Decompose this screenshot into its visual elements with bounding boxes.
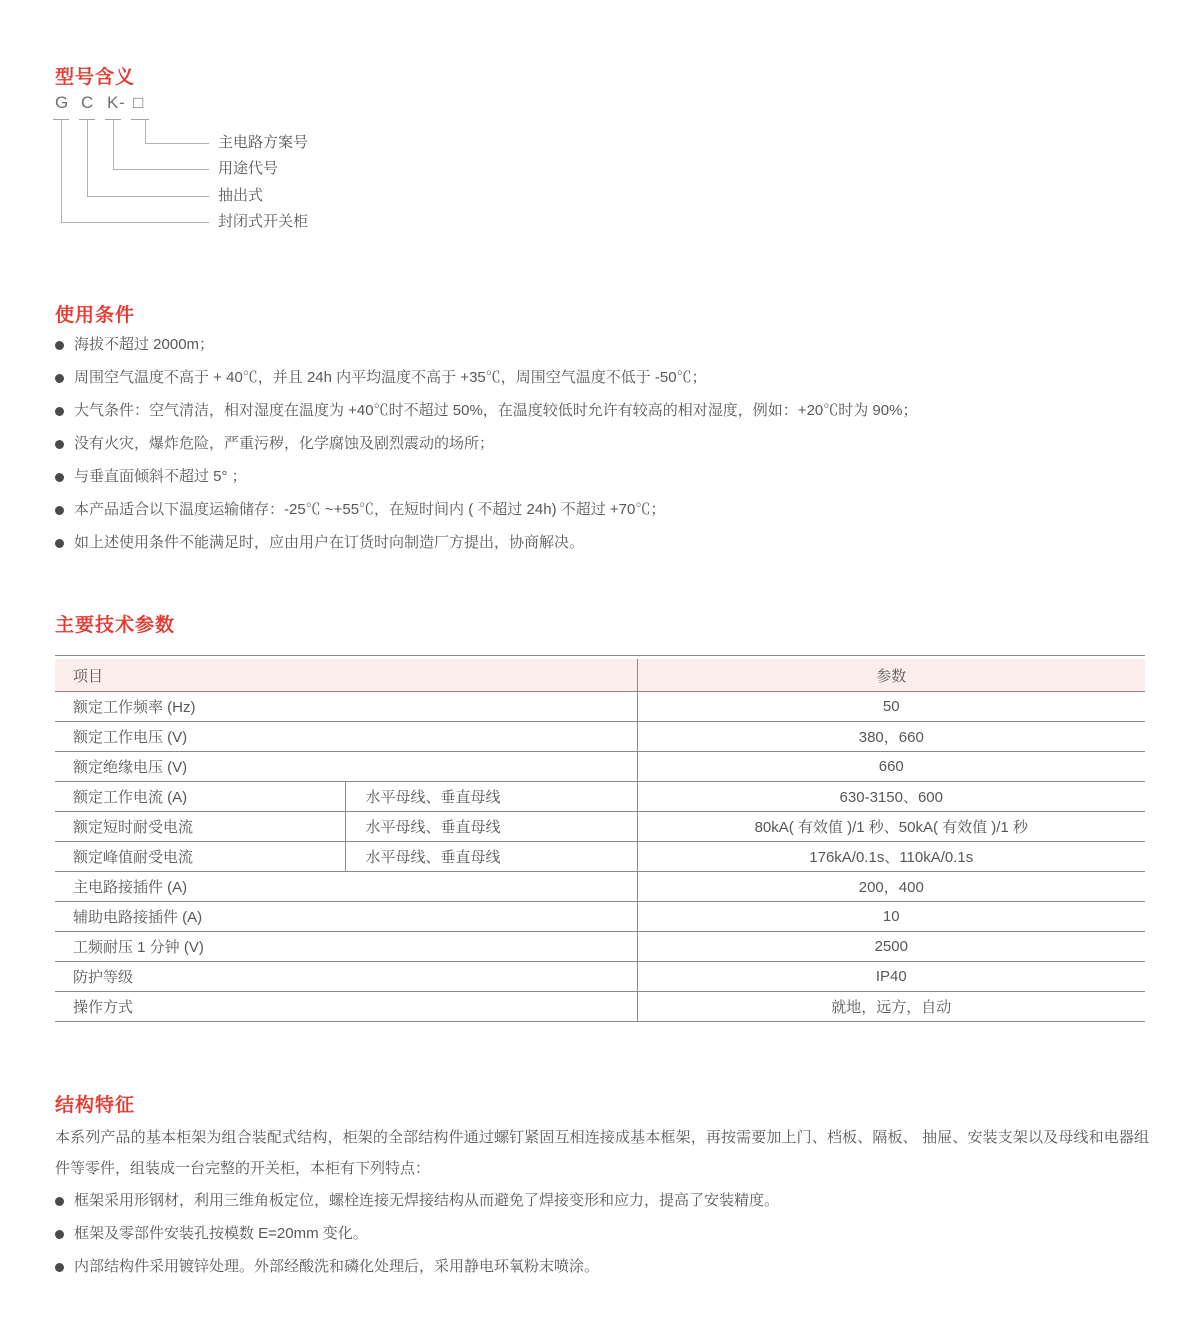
- item-cell: 主电路接插件 (A): [55, 872, 637, 902]
- table-row: [55, 902, 1145, 932]
- sub-cell: 水平母线、垂直母线: [345, 812, 637, 842]
- sub-cell: 水平母线、垂直母线: [345, 782, 637, 812]
- column-header-item: 项目: [55, 659, 637, 692]
- value-cell: 就地，远方，自动: [637, 992, 1145, 1022]
- bullet-icon: [55, 374, 64, 383]
- usage-conditions-list: [55, 335, 1147, 566]
- list-item: [55, 401, 1147, 421]
- section-title-usage-conditions: 使用条件: [55, 304, 136, 326]
- value-cell: 380，660: [637, 722, 1145, 752]
- diagram-label-withdrawable: 抽出式: [218, 187, 264, 204]
- code-char-g: G: [55, 93, 69, 112]
- list-item: [55, 434, 1147, 454]
- item-cell: 额定工作频率 (Hz): [55, 692, 637, 722]
- list-item: [55, 467, 1147, 487]
- bullet-icon: [55, 473, 64, 482]
- table-row: [55, 752, 1145, 782]
- value-cell: 10: [637, 902, 1145, 932]
- list-item: [55, 335, 1147, 355]
- model-code-diagram: [55, 92, 875, 242]
- table-row: [55, 812, 1145, 842]
- condition-text: 本产品适合以下温度运输储存：-25℃ ~+55℃，在短时间内 ( 不超过 24h) 不超过 +70℃；: [74, 501, 666, 518]
- item-cell: 额定工作电压 (V): [55, 722, 637, 752]
- list-item: [55, 500, 1147, 520]
- parameters-table: [55, 659, 1145, 1022]
- structure-features-list: [55, 1191, 1147, 1290]
- bullet-icon: [55, 539, 64, 548]
- item-cell: 额定工作电流 (A): [55, 782, 345, 812]
- diagram-label-enclosed-switchgear: 封闭式开关柜: [218, 213, 309, 230]
- code-char-dash: -: [119, 93, 125, 112]
- condition-text: 周围空气温度不高于 + 40℃，并且 24h 内平均温度不高于 +35℃，周围空气温度不低于 -50℃；: [74, 369, 707, 386]
- item-cell: 防护等级: [55, 962, 637, 992]
- section-title-model-meaning: 型号含义: [55, 66, 136, 88]
- value-cell: 630-3150、600: [637, 782, 1145, 812]
- bullet-icon: [55, 341, 64, 350]
- diagram-label-main-circuit-scheme: 主电路方案号: [218, 134, 309, 151]
- condition-text: 没有火灾，爆炸危险，严重污秽，化学腐蚀及剧烈震动的场所；: [74, 435, 495, 452]
- condition-text: 大气条件：空气清洁，相对湿度在温度为 +40℃时不超过 50%，在温度较低时允许有较高的相对湿度，例如：+20℃时为 90%；: [74, 402, 918, 419]
- value-cell: 50: [637, 692, 1145, 722]
- list-item: [55, 533, 1147, 553]
- section-title-main-parameters: 主要技术参数: [55, 614, 176, 636]
- list-item: [55, 1224, 1147, 1244]
- parameters-table-wrap: [55, 655, 1145, 1022]
- diagram-label-use-code: 用途代号: [218, 160, 279, 177]
- value-cell: 200，400: [637, 872, 1145, 902]
- table-top-rule: [55, 655, 1145, 656]
- value-cell: 660: [637, 752, 1145, 782]
- item-cell: 额定绝缘电压 (V): [55, 752, 637, 782]
- structure-intro-paragraph: 本系列产品的基本柜架为组合装配式结构，柜架的全部结构件通过螺钉紧固互相连接成基本框架，再按需要加上门、档板、隔板、 抽屉、安装支架以及母线和电器组件等零件，组装成一台完整的开关柜，本柜有下列特点：: [55, 1129, 1149, 1177]
- value-cell: 80kA( 有效值 )/1 秒、50kA( 有效值 )/1 秒: [637, 812, 1145, 842]
- table-row: [55, 962, 1145, 992]
- column-header-parameter: 参数: [637, 659, 1145, 692]
- code-char-k: K: [107, 93, 119, 112]
- feature-text: 框架采用形钢材，利用三维角板定位，螺栓连接无焊接结构从而避免了焊接变形和应力，提高了安装精度。: [74, 1192, 780, 1209]
- item-cell: 工频耐压 1 分钟 (V): [55, 932, 637, 962]
- bullet-icon: [55, 506, 64, 515]
- table-row: [55, 842, 1145, 872]
- connector-line: [61, 120, 209, 223]
- table-row: [55, 692, 1145, 722]
- value-cell: IP40: [637, 962, 1145, 992]
- table-row: [55, 722, 1145, 752]
- feature-text: 内部结构件采用镀锌处理。外部经酸洗和磷化处理后，采用静电环氧粉末喷涂。: [74, 1258, 600, 1275]
- feature-text: 框架及零部件安装孔按模数 E=20mm 变化。: [74, 1225, 368, 1242]
- item-cell: 操作方式: [55, 992, 637, 1022]
- value-cell: 176kA/0.1s、110kA/0.1s: [637, 842, 1145, 872]
- table-row: [55, 872, 1145, 902]
- condition-text: 如上述使用条件不能满足时，应由用户在订货时向制造厂方提出，协商解决。: [74, 534, 585, 551]
- item-cell: 额定短时耐受电流: [55, 812, 345, 842]
- table-row: [55, 932, 1145, 962]
- bullet-icon: [55, 440, 64, 449]
- list-item: [55, 1257, 1147, 1277]
- bullet-icon: [55, 1197, 64, 1206]
- code-char-c: C: [81, 93, 94, 112]
- sub-cell: 水平母线、垂直母线: [345, 842, 637, 872]
- item-cell: 辅助电路接插件 (A): [55, 902, 637, 932]
- list-item: [55, 1191, 1147, 1211]
- item-cell: 额定峰值耐受电流: [55, 842, 345, 872]
- code-char-box: □: [133, 93, 144, 112]
- value-cell: 2500: [637, 932, 1145, 962]
- bullet-icon: [55, 1230, 64, 1239]
- bullet-icon: [55, 1263, 64, 1272]
- condition-text: 与垂直面倾斜不超过 5° ；: [74, 468, 247, 485]
- list-item: [55, 368, 1147, 388]
- bullet-icon: [55, 407, 64, 416]
- section-title-structure-features: 结构特征: [55, 1094, 136, 1116]
- table-row: [55, 782, 1145, 812]
- condition-text: 海拔不超过 2000m；: [74, 336, 215, 353]
- table-header-row: [55, 659, 1145, 692]
- table-row: [55, 992, 1145, 1022]
